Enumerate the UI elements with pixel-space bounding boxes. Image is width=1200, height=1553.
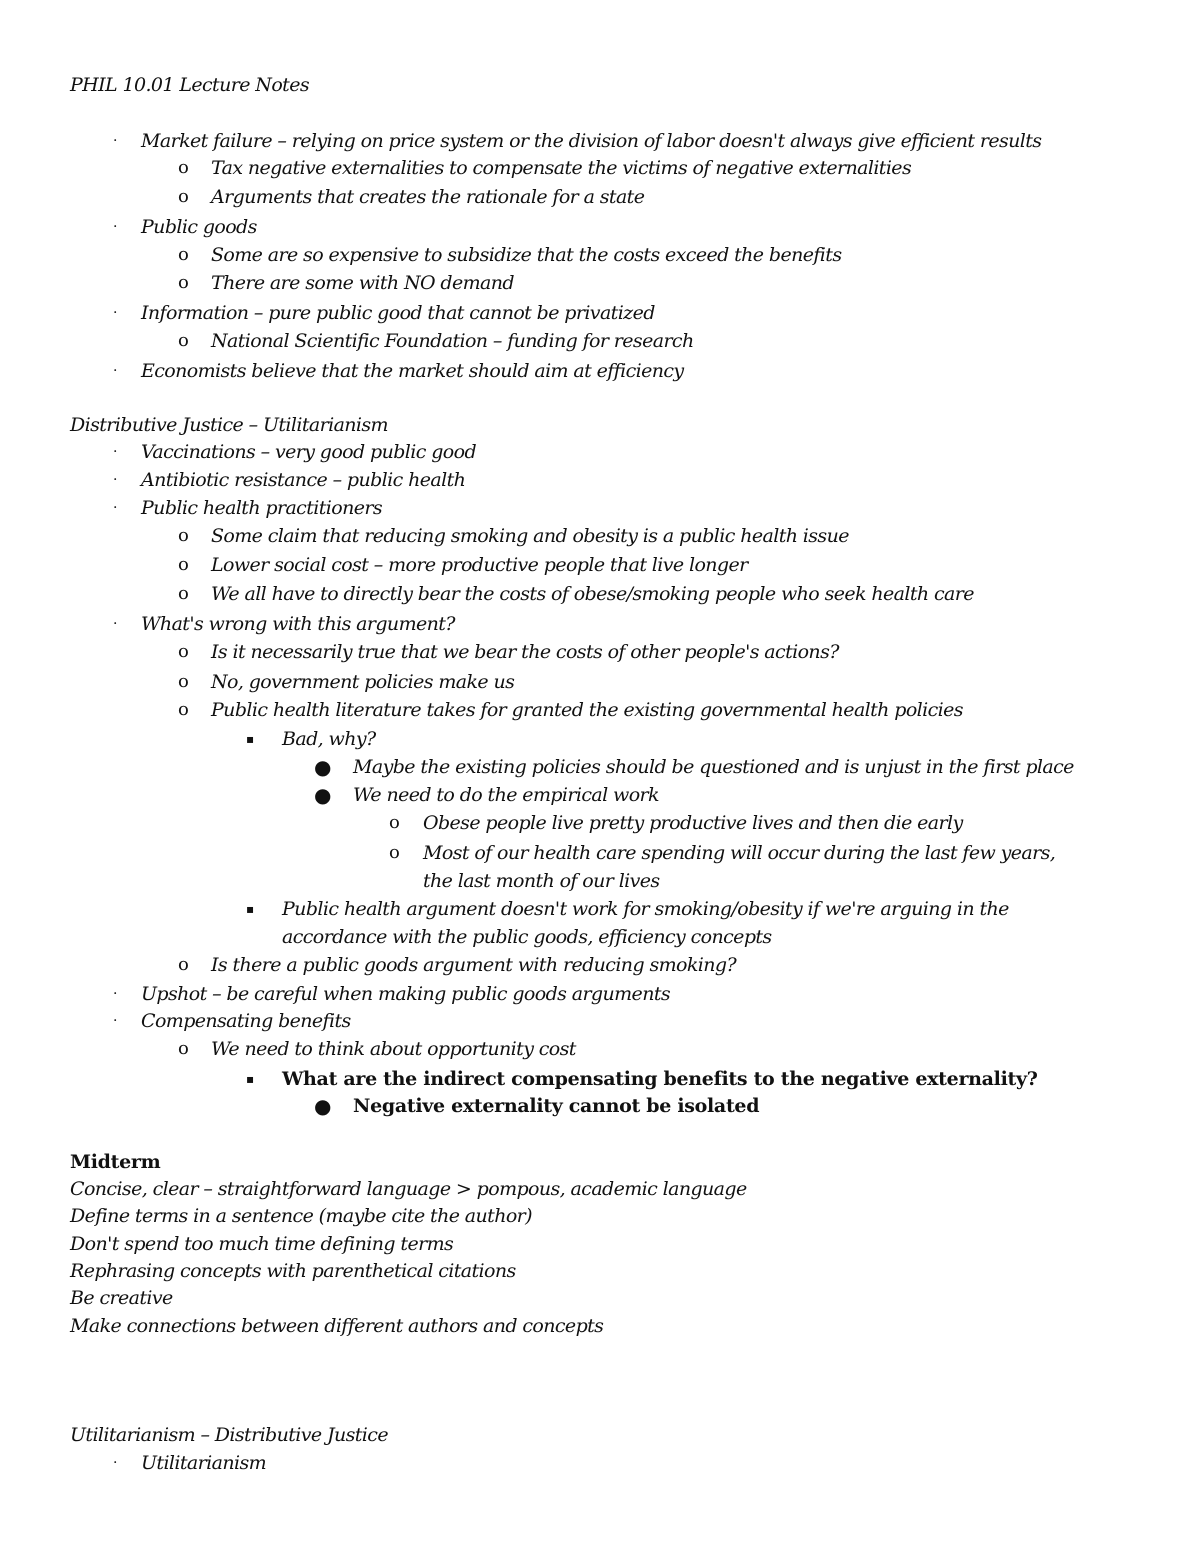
list-item: National Scientific Foundation – funding for research <box>211 330 694 352</box>
bullet-circle-icon: o <box>178 186 189 207</box>
bullet-circle-icon: o <box>178 954 189 975</box>
midterm-line: Don't spend too much time defining terms <box>70 1233 454 1255</box>
section-heading: Distributive Justice – Utilitarianism <box>70 414 388 436</box>
list-item-bold: Negative externality cannot be isolated <box>353 1095 760 1117</box>
bullet-circle-icon: o <box>178 244 189 265</box>
list-item: Public goods <box>141 216 257 238</box>
list-item: Bad, why? <box>282 728 376 750</box>
list-item: No, government policies make us <box>211 671 515 693</box>
list-item: Public health practitioners <box>141 497 383 519</box>
bullet-dot-icon: · <box>113 363 118 379</box>
bullet-dot-icon: · <box>113 219 118 235</box>
list-item: What's wrong with this argument? <box>141 613 455 635</box>
bullet-circle-icon: o <box>178 525 189 546</box>
list-item: Is it necessarily true that we bear the costs of other people's actions? <box>211 641 839 663</box>
bullet-circle-icon: o <box>178 554 189 575</box>
list-item: Compensating benefits <box>141 1010 351 1032</box>
list-item: We need to think about opportunity cost <box>211 1038 576 1060</box>
section-heading: Utilitarianism – Distributive Justice <box>70 1424 388 1446</box>
list-item: Some claim that reducing smoking and obesity is a public health issue <box>211 525 849 547</box>
bullet-dot-icon: · <box>113 1013 118 1029</box>
list-item-bold: What are the indirect compensating benefits to the negative externality? <box>282 1068 1038 1090</box>
list-item: Antibiotic resistance – public health <box>141 469 466 491</box>
bullet-square-icon: ▪ <box>246 1072 255 1086</box>
list-item: We need to do the empirical work <box>353 784 659 806</box>
bullet-circle-icon: o <box>389 812 400 833</box>
bullet-dot-icon: · <box>113 616 118 632</box>
bullet-circle-icon: o <box>178 641 189 662</box>
list-item: Tax negative externalities to compensate the victims of negative externalities <box>211 157 912 179</box>
bullet-circle-icon: o <box>178 583 189 604</box>
bullet-circle-icon: o <box>178 671 189 692</box>
midterm-heading: Midterm <box>70 1151 161 1173</box>
list-item: Public health literature takes for granted the existing governmental health policies <box>211 699 963 721</box>
list-item: Information – pure public good that cannot be privatized <box>141 302 655 324</box>
midterm-line: Rephrasing concepts with parenthetical citations <box>70 1260 516 1282</box>
list-item: Upshot – be careful when making public goods arguments <box>141 983 671 1005</box>
bullet-dot-icon: · <box>113 133 118 149</box>
bullet-disc-icon: ● <box>314 1094 332 1118</box>
list-item: Is there a public goods argument with reducing smoking? <box>211 954 737 976</box>
bullet-dot-icon: · <box>113 472 118 488</box>
bullet-dot-icon: · <box>113 500 118 516</box>
list-item-continuation: the last month of our lives <box>423 870 660 892</box>
bullet-circle-icon: o <box>389 842 400 863</box>
midterm-line: Be creative <box>70 1287 173 1309</box>
list-item: Economists believe that the market should aim at efficiency <box>141 360 684 382</box>
list-item: Utilitarianism <box>141 1452 267 1474</box>
midterm-line: Define terms in a sentence (maybe cite the author) <box>70 1205 532 1227</box>
midterm-line: Make connections between different authors and concepts <box>70 1315 604 1337</box>
bullet-circle-icon: o <box>178 699 189 720</box>
bullet-dot-icon: · <box>113 305 118 321</box>
bullet-dot-icon: · <box>113 444 118 460</box>
bullet-disc-icon: ● <box>314 783 332 807</box>
list-item: Some are so expensive to subsidize that the costs exceed the benefits <box>211 244 842 266</box>
bullet-dot-icon: · <box>113 986 118 1002</box>
list-item: Lower social cost – more productive people that live longer <box>211 554 748 576</box>
bullet-dot-icon: · <box>113 1455 118 1471</box>
list-item: Most of our health care spending will occur during the last few years, <box>423 842 1056 864</box>
list-item: Vaccinations – very good public good <box>141 441 477 463</box>
list-item: Market failure – relying on price system or the division of labor doesn't always give efficient results <box>141 130 1042 152</box>
bullet-square-icon: ▪ <box>246 902 255 916</box>
bullet-square-icon: ▪ <box>246 732 255 746</box>
bullet-disc-icon: ● <box>314 755 332 779</box>
bullet-circle-icon: o <box>178 1038 189 1059</box>
list-item: There are some with NO demand <box>211 272 514 294</box>
bullet-circle-icon: o <box>178 157 189 178</box>
list-item: Obese people live pretty productive lives and then die early <box>423 812 963 834</box>
document-title: PHIL 10.01 Lecture Notes <box>70 74 309 96</box>
list-item: Maybe the existing policies should be questioned and is unjust in the first place <box>353 756 1074 778</box>
list-item: We all have to directly bear the costs of obese/smoking people who seek health care <box>211 583 974 605</box>
list-item: Arguments that creates the rationale for a state <box>211 186 645 208</box>
bullet-circle-icon: o <box>178 330 189 351</box>
bullet-circle-icon: o <box>178 272 189 293</box>
list-item-continuation: accordance with the public goods, efficiency concepts <box>282 926 772 948</box>
midterm-line: Concise, clear – straightforward language > pompous, academic language <box>70 1178 747 1200</box>
list-item: Public health argument doesn't work for smoking/obesity if we're arguing in the <box>282 898 1009 920</box>
